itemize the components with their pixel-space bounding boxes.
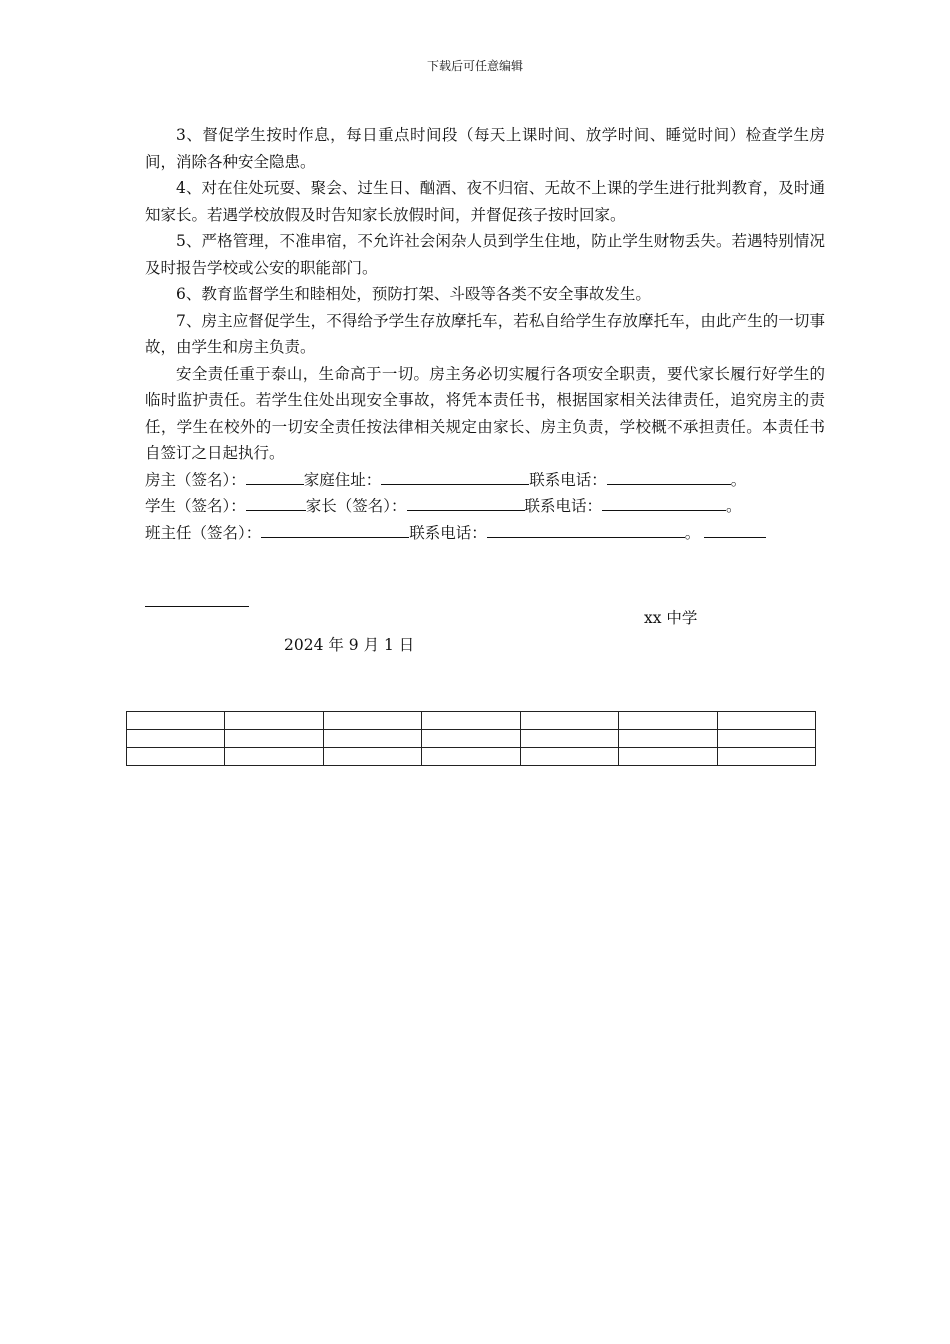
student-signature-blank[interactable] (246, 496, 306, 511)
table-cell (127, 730, 225, 748)
table-cell (323, 712, 421, 730)
school-name: xx 中学 (644, 609, 698, 627)
table-cell (422, 730, 520, 748)
landlord-signature-blank[interactable] (246, 470, 304, 485)
landlord-signature-label: 房主（签名）： (145, 470, 246, 489)
table-row (127, 748, 816, 766)
end-mark: 。 (726, 497, 742, 515)
parent-phone-label: 联系电话： (524, 497, 603, 515)
table-cell (323, 748, 421, 766)
table-cell (225, 748, 323, 766)
student-signature-label: 学生（签名）： (145, 497, 246, 515)
table-cell (619, 712, 717, 730)
trailing-blank[interactable] (704, 523, 766, 538)
paragraph-item-4: 4、对在住处玩耍、聚会、过生日、酗酒、夜不归宿、无故不上课的学生进行批判教育，及时通知家长。若遇学校放假及时告知家长放假时间，并督促孩子按时回家。 (145, 179, 825, 224)
table-cell (127, 712, 225, 730)
parent-signature-blank[interactable] (407, 496, 525, 511)
table-row (127, 730, 816, 748)
empty-table (126, 711, 816, 766)
table-cell (422, 712, 520, 730)
table-row (127, 712, 816, 730)
paragraph-item-6: 6、教育监督学生和睦相处，预防打架、斗殴等各类不安全事故发生。 (176, 285, 651, 303)
end-mark: 。 (684, 523, 701, 542)
address-label: 家庭住址： (303, 470, 382, 489)
table-cell (619, 730, 717, 748)
paragraph-item-3: 3、督促学生按时作息，每日重点时间段（每天上课时间、放学时间、睡觉时间）检查学生房间，消除各种安全隐患。 (145, 126, 825, 171)
landlord-phone-blank[interactable] (607, 470, 731, 485)
table-cell (520, 748, 618, 766)
paragraph-item-7: 7、房主应督促学生，不得给予学生存放摩托车，若私自给学生存放摩托车，由此产生的一切事故，由学生和房主负责。 (145, 311, 825, 356)
teacher-phone-blank[interactable] (487, 523, 685, 538)
table-cell (323, 730, 421, 748)
table-cell (717, 748, 815, 766)
download-note: 下载后可任意编辑 (426, 59, 523, 73)
table-cell (520, 712, 618, 730)
table-cell (422, 748, 520, 766)
table-cell (225, 712, 323, 730)
teacher-signature-line (145, 520, 825, 547)
paragraph-responsibility: 安全责任重于泰山，生命高于一切。房主务必切实履行各项安全职责，要代家长履行好学生的临时监护责任。若学生住处出现安全事故，将凭本责任书，根据国家相关法律责任，追究房主的责任，学生在校外的一切安全责任按法律相关规定由家长、房主负责，学校概不承担责任。本责任书自签订之日起执行。 (145, 364, 825, 462)
table-cell (717, 730, 815, 748)
table-cell (717, 712, 815, 730)
landlord-phone-label: 联系电话： (529, 470, 607, 489)
address-blank[interactable] (381, 470, 529, 485)
table-cell (619, 748, 717, 766)
table-cell (127, 748, 225, 766)
parent-signature-label: 家长（签名）： (305, 497, 407, 515)
teacher-signature-label: 班主任（签名）： (145, 523, 262, 542)
landlord-signature-line (145, 467, 825, 494)
student-signature-line (145, 493, 825, 520)
teacher-phone-label: 联系电话： (409, 523, 487, 542)
parent-phone-blank[interactable] (602, 496, 726, 511)
table-cell (225, 730, 323, 748)
document-body (145, 122, 825, 546)
end-mark: 。 (730, 470, 747, 489)
paragraph-item-5: 5、严格管理，不准串宿，不允许社会闲杂人员到学生住地，防止学生财物丢失。若遇特别情况及时报告学校或公安的职能部门。 (145, 232, 825, 277)
table-cell (520, 730, 618, 748)
teacher-signature-blank[interactable] (261, 523, 409, 538)
continuation-blank (145, 606, 249, 607)
sign-date: 2024 年 9 月 1 日 (284, 636, 415, 654)
